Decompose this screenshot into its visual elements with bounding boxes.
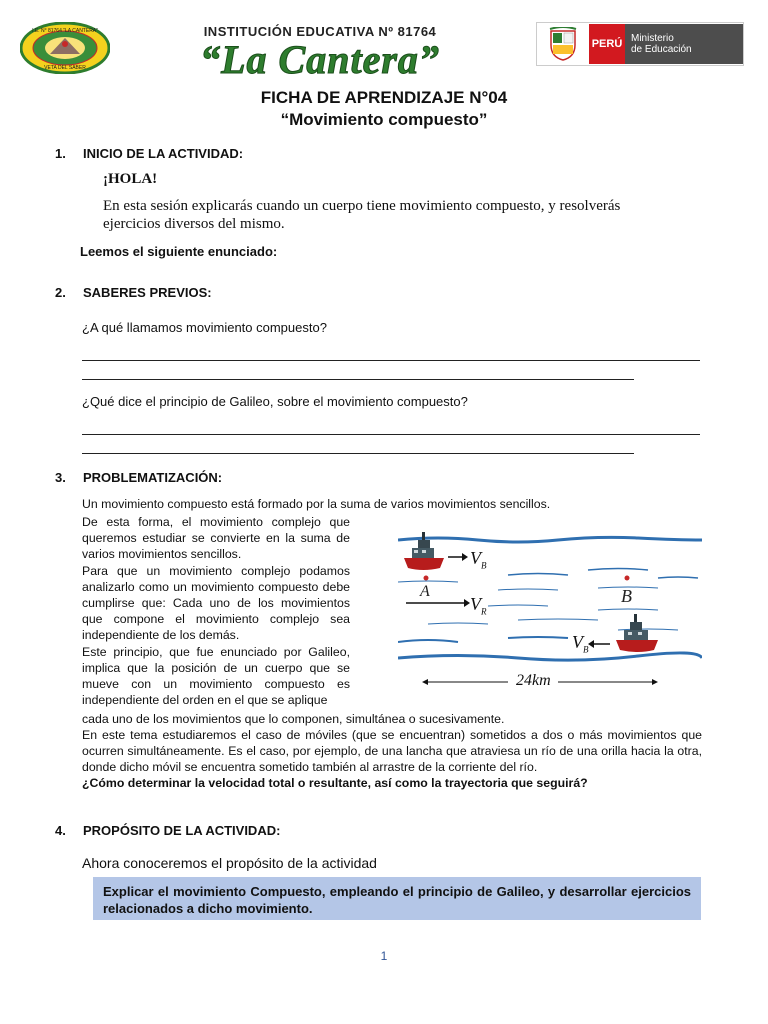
section-number: 4. bbox=[55, 823, 66, 838]
country-label: PERÚ bbox=[589, 24, 625, 64]
purpose-intro: Ahora conoceremos el propósito de la actividad bbox=[82, 855, 377, 871]
purpose-box: Explicar el movimiento Compuesto, empleando el principio de Galileo, y desarrollar ejercicios relacionados a dicho movimiento. bbox=[93, 877, 701, 920]
worksheet-subtitle: “Movimiento compuesto” bbox=[280, 110, 488, 129]
problem-paragraph-3-cont: cada uno de los movimientos que lo componen, simultánea o sucesivamente. bbox=[82, 712, 505, 726]
vr-subscript: R bbox=[481, 606, 487, 617]
school-line: INSTITUCIÓN EDUCATIVA Nº 81764 bbox=[203, 24, 437, 39]
section-label: PROPÓSITO DE LA ACTIVIDAD: bbox=[83, 823, 281, 838]
river-boats-figure bbox=[398, 520, 702, 698]
vr-label bbox=[470, 594, 487, 617]
vb-letter: V bbox=[572, 632, 583, 652]
section-3-heading bbox=[55, 470, 455, 486]
problem-intro: Un movimiento compuesto está formado por la suma de varios movimientos sencillos. bbox=[82, 497, 551, 511]
answer-line[interactable] bbox=[82, 453, 634, 454]
read-prompt: Leemos el siguiente enunciado: bbox=[80, 244, 278, 259]
section-4-heading bbox=[55, 823, 455, 839]
problem-paragraph-4: En este tema estudiaremos el caso de móviles (que se encuentran) sometidos a dos o más movimientos que ocurren simultáneamente. Es el caso, por ejemplo, de una lancha que atraviesa un río de una orilla hacia la otra, donde dicho móvil se encuentra sometido también al arrastre de la corriente del río. bbox=[82, 728, 702, 774]
ministry-line2: de Educación bbox=[631, 44, 692, 55]
section-label: PROBLEMATIZACIÓN: bbox=[83, 470, 223, 485]
vb-label-bottom bbox=[572, 632, 589, 655]
section-number: 1. bbox=[55, 146, 66, 161]
answer-line[interactable] bbox=[82, 360, 700, 361]
ministry-logo bbox=[536, 22, 744, 66]
greeting: ¡HOLA! bbox=[103, 171, 158, 187]
worksheet-title: FICHA DE APRENDIZAJE N°04 bbox=[260, 88, 508, 107]
vb-letter: V bbox=[470, 548, 481, 568]
page-number: 1 bbox=[380, 949, 388, 963]
vb-subscript: B bbox=[481, 560, 487, 571]
problem-paragraph-1: De esta forma, el movimiento complejo que queremos estudiar se convierte en la suma de varios movimientos sencillos. bbox=[82, 515, 350, 561]
svg-text:VETA DEL SABER: VETA DEL SABER bbox=[44, 65, 86, 71]
vb-subscript: B bbox=[583, 644, 589, 655]
section-1-heading bbox=[55, 146, 455, 162]
school-seal-logo bbox=[20, 22, 110, 74]
coat-of-arms-icon bbox=[537, 24, 589, 64]
problem-paragraph-3: Este principio, que fue enunciado por Galileo, implica que la posición de un cuerpo que se mueve con un movimiento compuesto es independiente del orden en el que se aplique bbox=[82, 645, 350, 707]
question-2: ¿Qué dice el principio de Galileo, sobre el movimiento compuesto? bbox=[82, 394, 468, 409]
answer-line[interactable] bbox=[82, 434, 700, 435]
section-label: INICIO DE LA ACTIVIDAD: bbox=[83, 146, 244, 161]
intro-paragraph: En esta sesión explicarás cuando un cuerpo tiene movimiento compuesto, y resolverás ejercicios diversos del mismo. bbox=[103, 198, 621, 232]
section-2-heading bbox=[55, 285, 455, 301]
ministry-line1: Ministerio bbox=[631, 33, 674, 44]
point-a-label: A bbox=[420, 583, 430, 600]
ministry-label bbox=[625, 24, 743, 64]
section-number: 2. bbox=[55, 285, 66, 300]
vr-letter: V bbox=[470, 594, 481, 614]
problem-question: ¿Cómo determinar la velocidad total o resultante, así como la trayectoria que seguirá? bbox=[82, 776, 588, 790]
distance-label: 24km bbox=[516, 672, 551, 689]
point-b-label: B bbox=[621, 586, 632, 606]
svg-text:I.E. N° 81764 "LA CANTERA": I.E. N° 81764 "LA CANTERA" bbox=[32, 28, 98, 34]
answer-line[interactable] bbox=[82, 379, 634, 380]
section-label: SABERES PREVIOS: bbox=[83, 285, 212, 300]
tugboat-bottom bbox=[616, 614, 658, 652]
section-number: 3. bbox=[55, 470, 66, 485]
vb-label-top bbox=[470, 548, 487, 571]
question-1: ¿A qué llamamos movimiento compuesto? bbox=[82, 320, 327, 335]
school-name: “La Cantera” bbox=[200, 37, 440, 82]
problem-paragraph-2: Para que un movimiento complejo podamos analizarlo como un movimiento compuesto debe cumplirse que: Cada uno de los movimientos que compone el movimiento complejo sea independiente de los demás. bbox=[82, 564, 350, 642]
